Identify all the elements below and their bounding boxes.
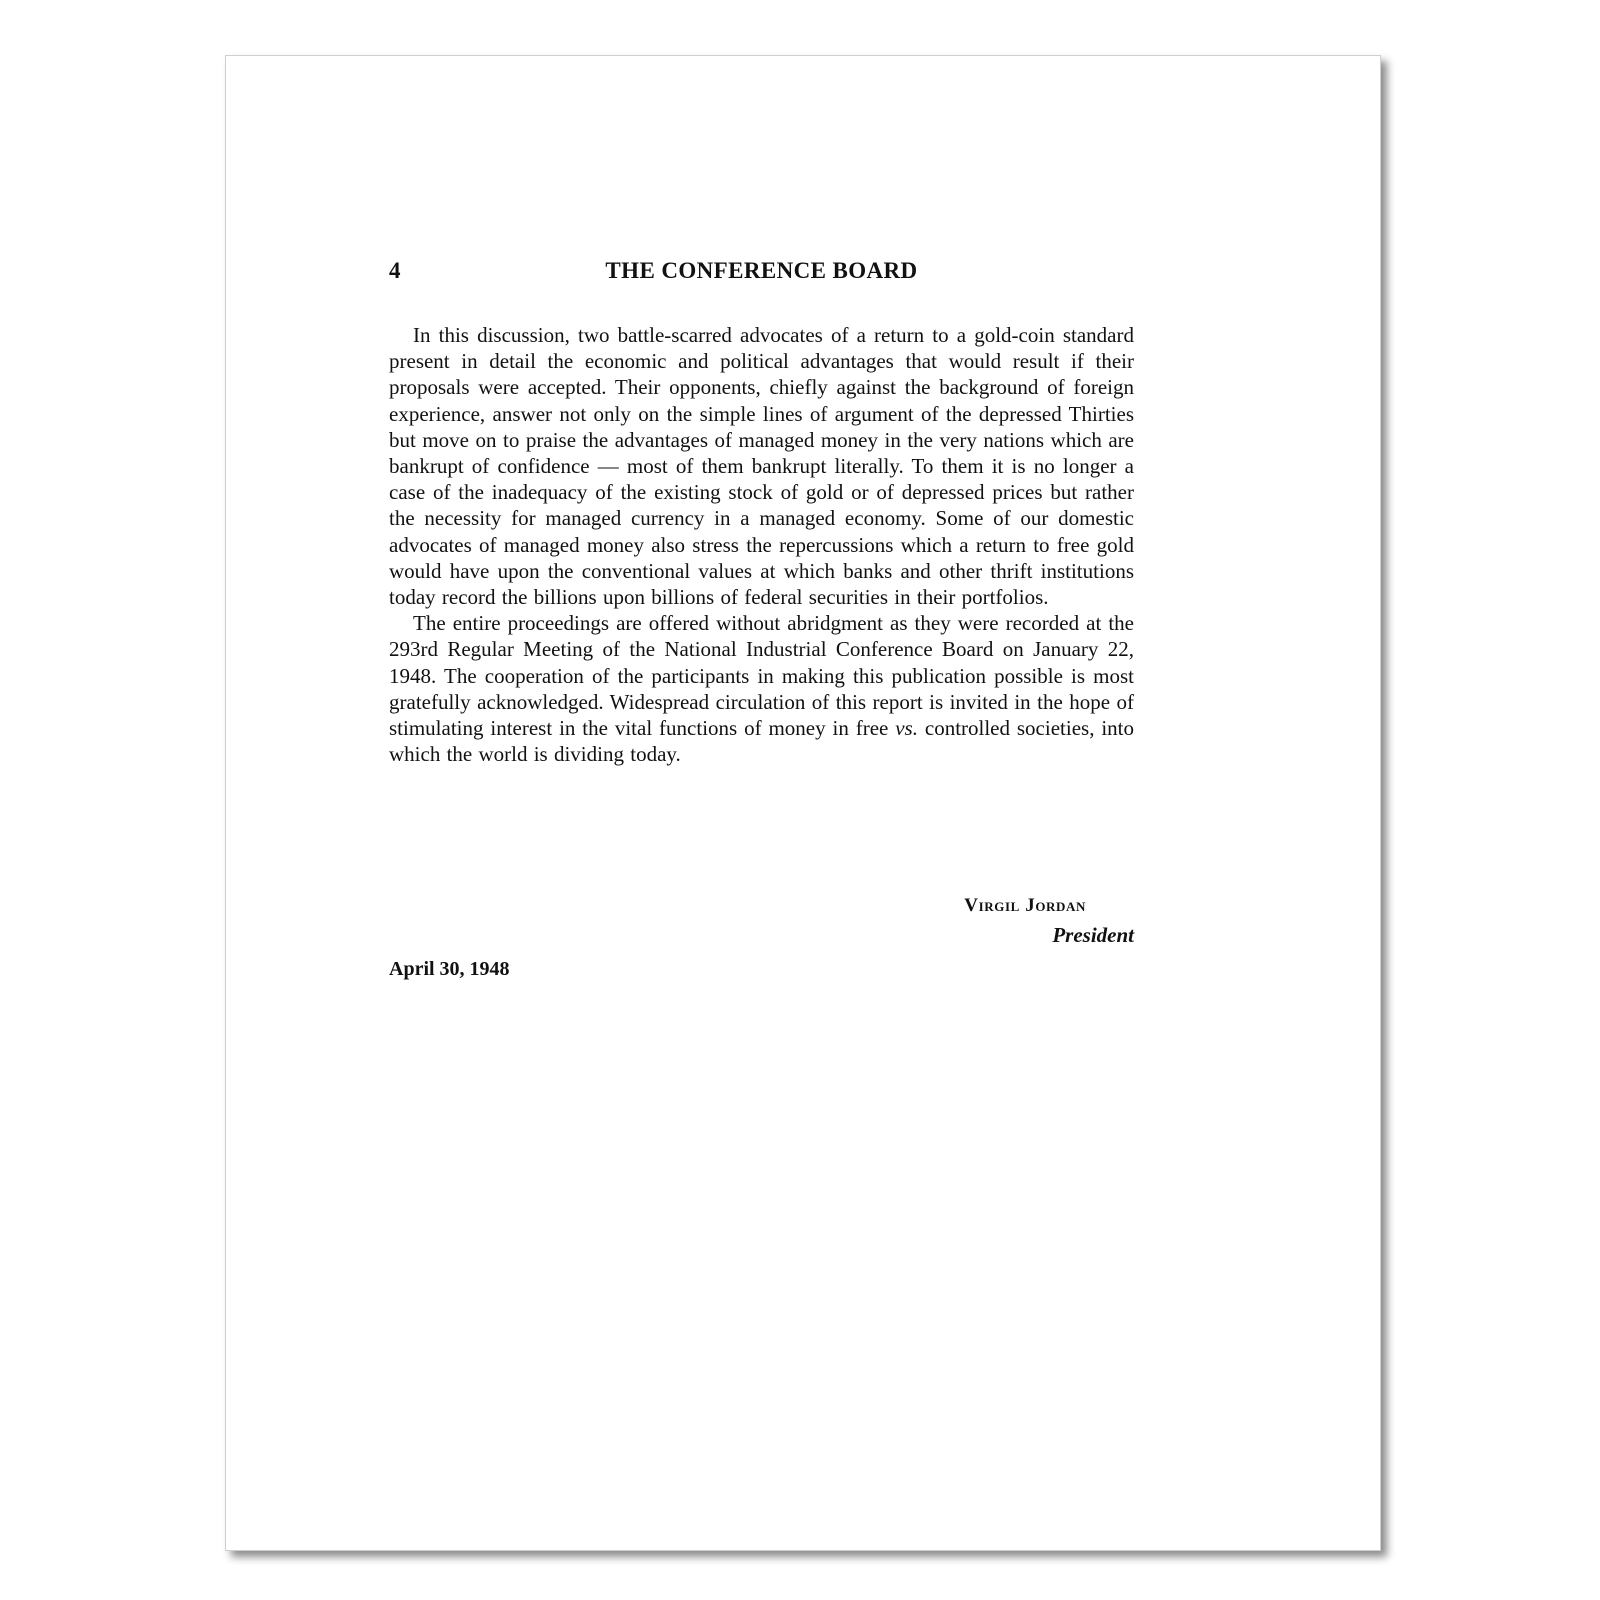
paragraph bbox=[389, 610, 1134, 767]
date-line: April 30, 1948 bbox=[389, 958, 510, 980]
paragraph-text: The entire proceedings are offered without abridgment as they were recorded at the 293rd Regular Meeting of the National Industrial Conference Board on January 22, 1948. The cooperation of the participants in making this publication possible is most gratefully acknowledged. Widespread circulation of this report is invited in the hope of stimulating interest in the vital functions of money in free bbox=[389, 611, 1134, 741]
paragraph: In this discussion, two battle-scarred advocates of a return to a gold-coin standard present in detail the economic and political advantages that would result if their proposals were accepted. Their opponents, chiefly against the background of foreign experience, answer not only on the simple lines of argument of the depressed Thirties but move on to praise the advantages of managed money in the very nations which are bankrupt of confidence — most of them bankrupt literally. To them it is no longer a case of the inadequacy of the existing stock of gold or of depressed prices but rather the necessity for managed currency in a managed economy. Some of our domestic advocates of managed money also stress the repercussions which a return to free gold would have upon the conventional values at which banks and other thrift institutions today record the billions upon billions of federal securities in their portfolios. bbox=[389, 323, 1134, 610]
signature-title: President bbox=[1052, 923, 1134, 947]
paragraph-text: controlled societies, into which the world is dividing today. bbox=[389, 716, 1135, 767]
italic-text: vs. bbox=[895, 716, 918, 741]
running-head: THE CONFERENCE BOARD bbox=[605, 258, 918, 283]
page-header bbox=[389, 255, 1134, 295]
body-text bbox=[389, 322, 1134, 767]
signature-name: Virgil Jordan bbox=[964, 895, 1086, 916]
page-number: 4 bbox=[389, 258, 401, 283]
